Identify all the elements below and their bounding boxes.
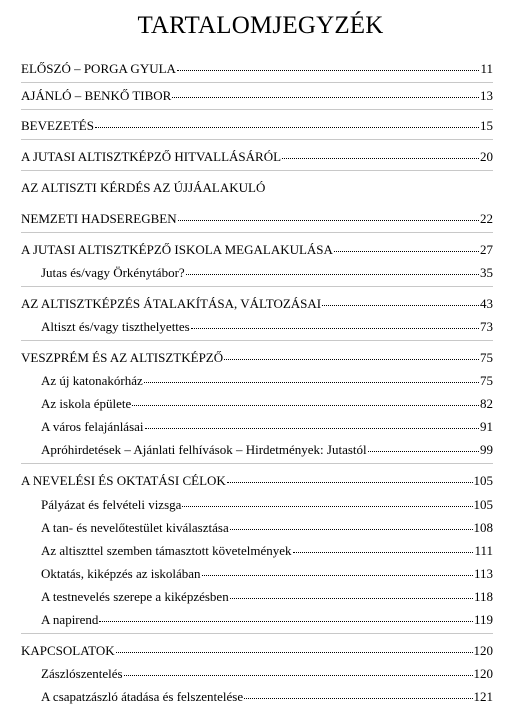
toc-entry-page: 15 [480,118,493,133]
toc-entry-page: 43 [480,296,493,311]
toc-entry [21,118,493,134]
toc-entry-page: 99 [480,442,493,457]
toc-entry [21,88,493,104]
toc-subentry [41,373,493,389]
dot-leader [202,575,473,576]
page-title: TARTALOMJEGYZÉK [137,12,384,39]
toc-entry [21,350,493,366]
dot-leader [244,698,472,699]
toc-entry [21,242,493,258]
section-divider [21,286,493,287]
dot-leader [230,529,473,530]
toc-subentry [41,666,493,682]
dot-leader [227,482,473,483]
section-divider [21,109,493,110]
dot-leader [186,274,479,275]
toc-entry-label: Az iskola épülete [41,396,132,411]
toc-entry-label: Jutas és/vagy Örkénytábor? [41,265,185,280]
dot-leader [224,359,479,360]
toc-entry [21,296,493,312]
toc-entry [21,643,493,659]
toc-subentry [41,689,493,705]
toc-entry-page: 82 [480,396,493,411]
toc-subentry [41,265,493,281]
toc-entry-label: A NEVELÉSI ÉS OKTATÁSI CÉLOK [21,473,226,488]
dot-leader [116,652,473,653]
toc-subentry [41,520,493,536]
toc-subentry [41,396,493,412]
toc-entry-page: 20 [480,149,493,164]
toc-entry-label: A JUTASI ALTISZTKÉPZŐ HITVALLÁSÁRÓL [21,149,282,164]
dot-leader [293,552,474,553]
toc-subentry [41,319,493,335]
toc-entry-page: 119 [473,612,493,627]
toc-subentry [41,419,493,435]
dot-leader [145,428,479,429]
toc-subentry [41,566,493,582]
toc-entry [21,180,493,196]
toc-entry-label: Zászlószentelés [41,666,123,681]
section-divider [21,170,493,171]
toc-entry-label: AZ ALTISZTKÉPZÉS ÁTALAKÍTÁSA, VÁLTOZÁSAI [21,296,322,311]
section-divider [21,463,493,464]
toc-entry-page: 11 [480,61,493,76]
dot-leader [177,70,480,71]
dot-leader [368,451,479,452]
toc-entry-label: Az új katonakórház [41,373,143,388]
toc-entry-label: A JUTASI ALTISZTKÉPZŐ ISKOLA MEGALAKULÁSA [21,242,333,257]
toc-entry-label: A város felajánlásai [41,419,144,434]
toc-entry-page: 121 [473,689,493,704]
toc-entry-page: 113 [473,566,493,581]
toc-entry-page: 35 [480,265,493,280]
toc-entry-page: 27 [480,242,493,257]
toc-entry-page: 73 [480,319,493,334]
dot-leader [334,251,479,252]
toc-entry-label: A csapatzászló átadása és felszentelése [41,689,244,704]
toc-entry-label: A tan- és nevelőtestület kiválasztása [41,520,229,535]
toc-subentry [41,612,493,628]
section-divider [21,82,493,83]
toc-entry-label: Az altiszttel szemben támasztott követelmények [41,543,292,558]
toc-entry [21,149,493,165]
toc-entry-page: 111 [474,543,493,558]
toc-entry-page: 118 [473,589,493,604]
toc-entry-label: A testnevelés szerepe a kiképzésben [41,589,229,604]
toc-entry-label: KAPCSOLATOK [21,643,115,658]
section-divider [21,139,493,140]
toc-entry-page: 105 [473,473,493,488]
toc-entry [21,211,493,227]
toc-entry-page: 105 [473,497,493,512]
dot-leader [178,220,479,221]
toc-entry-label: A napirend [41,612,99,627]
toc-entry-page: 91 [480,419,493,434]
toc-entry-label: Altiszt és/vagy tiszthelyettes [41,319,190,334]
dot-leader [144,382,479,383]
toc-entry [21,61,493,77]
section-divider [21,232,493,233]
toc-subentry [41,497,493,513]
toc-subentry [41,543,493,559]
dot-leader [322,305,479,306]
dot-leader [282,158,479,159]
toc-entry-label: BEVEZETÉS [21,118,94,133]
toc-entry-page: 22 [480,211,493,226]
toc-entry-label: Oktatás, kiképzés az iskolában [41,566,201,581]
toc-entry-label: NEMZETI HADSEREGBEN [21,211,177,226]
dot-leader [132,405,479,406]
toc-entry-label: VESZPRÉM ÉS AZ ALTISZTKÉPZŐ [21,350,224,365]
dot-leader [95,127,479,128]
dot-leader [230,598,473,599]
toc-entry-label: ELŐSZÓ – PORGA GYULA [21,61,176,76]
toc-entry-page: 75 [480,373,493,388]
toc-subentry [41,442,493,458]
toc-entry-label: AJÁNLÓ – BENKŐ TIBOR [21,88,172,103]
toc-entry-label: Apróhirdetések – Ajánlati felhívások – Hirdetmények: Jutastól [41,442,367,457]
dot-leader [172,97,479,98]
section-divider [21,340,493,341]
toc-entry-label: Pályázat és felvételi vizsga [41,497,182,512]
toc-entry-page: 75 [480,350,493,365]
toc-entry-page: 120 [473,643,493,658]
toc-subentry [41,589,493,605]
toc-entry-page: 120 [473,666,493,681]
dot-leader [124,675,473,676]
toc-entry-page: 13 [480,88,493,103]
dot-leader [191,328,479,329]
toc-entry-label: AZ ALTISZTI KÉRDÉS AZ ÚJJÁALAKULÓ [21,180,266,195]
toc-entry [21,473,493,489]
section-divider [21,633,493,634]
toc-entry-page: 108 [473,520,493,535]
dot-leader [182,506,472,507]
dot-leader [99,621,473,622]
